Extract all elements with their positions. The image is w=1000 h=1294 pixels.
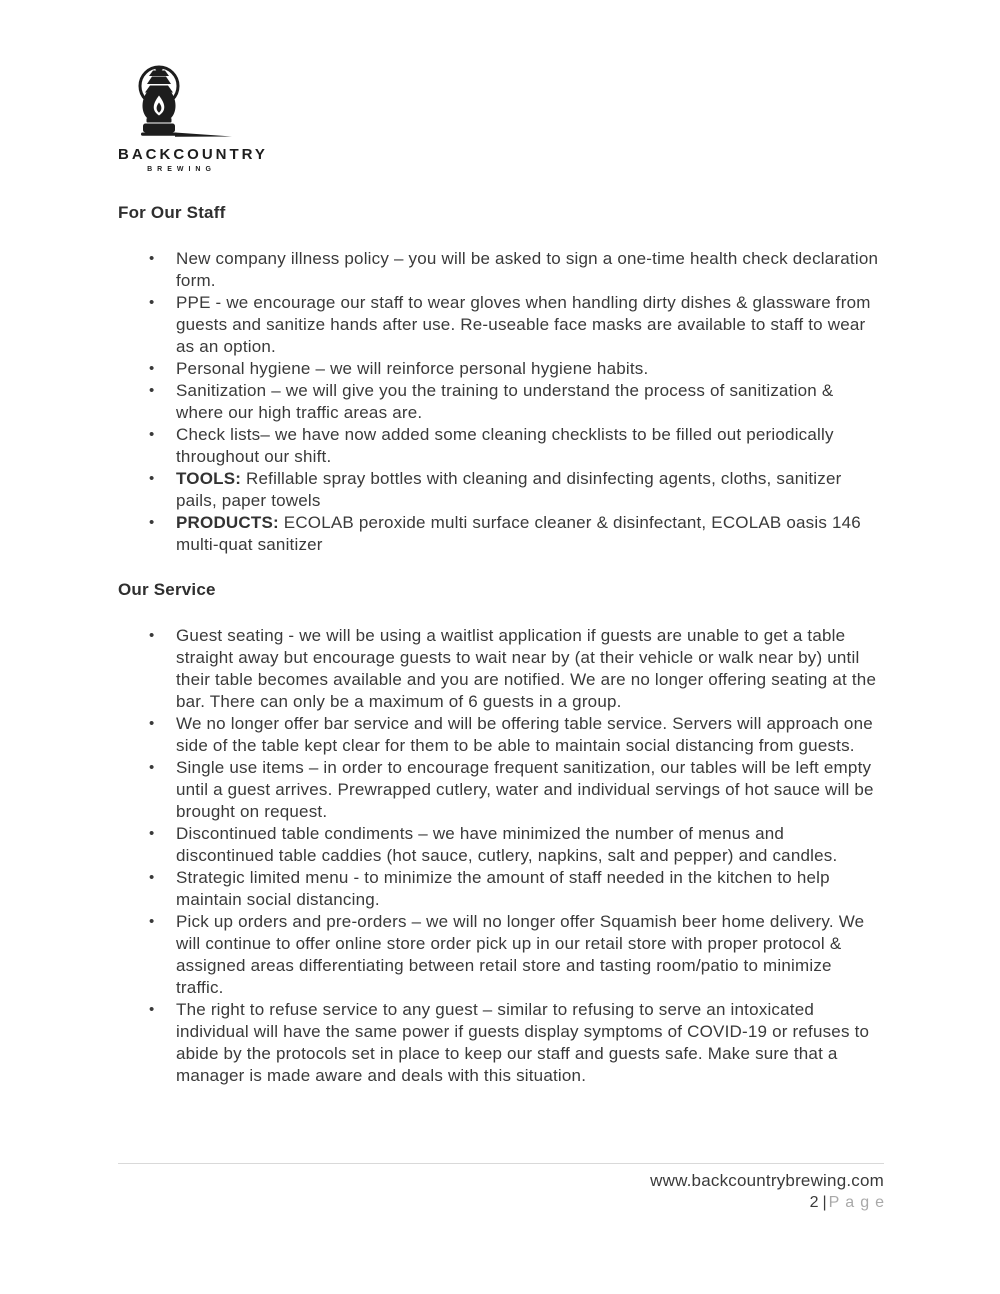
logo-brand-text: BACKCOUNTRY xyxy=(118,146,268,163)
list-item xyxy=(118,248,884,292)
list-item xyxy=(118,713,884,757)
document-body xyxy=(118,202,884,1087)
logo-sub-text: BREWING xyxy=(147,166,216,173)
list-item xyxy=(118,468,884,512)
list-item-text: Single use items – in order to encourage frequent sanitization, our tables will be left empty until a guest arrives. Prewrapped cutlery, water and individual servings of hot sauce will be brought on request. xyxy=(176,758,874,821)
list-item xyxy=(118,424,884,468)
list-item xyxy=(118,999,884,1087)
list-item-lead: PRODUCTS: xyxy=(176,513,279,532)
page-footer xyxy=(118,1163,890,1212)
list-item-text: Discontinued table condiments – we have minimized the number of menus and discontinued table caddies (hot sauce, cutlery, napkins, salt and pepper) and candles. xyxy=(176,824,838,865)
service-list xyxy=(118,625,884,1087)
footer-divider xyxy=(118,1163,884,1164)
list-item xyxy=(118,512,884,556)
list-item-text: Pick up orders and pre-orders – we will no longer offer Squamish beer home delivery. We will continue to offer online store order pick up in our retail store with proper protocol & assigned areas differentiating between retail store and tasting room/patio to minimize traffic. xyxy=(176,912,865,997)
list-item-text: New company illness policy – you will be asked to sign a one-time health check declaration form. xyxy=(176,249,879,290)
list-item xyxy=(118,380,884,424)
page-number-value: 2 xyxy=(809,1194,819,1211)
section-heading-our-service: Our Service xyxy=(118,580,216,599)
page-word: Page xyxy=(828,1194,890,1211)
list-item xyxy=(118,292,884,358)
list-item xyxy=(118,823,884,867)
list-item-text: Check lists– we have now added some cleaning checklists to be filled out periodically throughout our shift. xyxy=(176,425,834,466)
page-number-separator: | xyxy=(822,1194,827,1211)
list-item-text: Sanitization – we will give you the training to understand the process of sanitization & where our high traffic areas are. xyxy=(176,381,834,422)
staff-list xyxy=(118,248,884,556)
list-item xyxy=(118,867,884,911)
logo xyxy=(118,62,268,173)
footer-page-number xyxy=(118,1194,890,1212)
list-item-text: Strategic limited menu - to minimize the amount of staff needed in the kitchen to help maintain social distancing. xyxy=(176,868,830,909)
list-item-text: The right to refuse service to any guest – similar to refusing to serve an intoxicated individual will have the same power if guests display symptoms of COVID-19 or refuses to abide by the protocols set in place to keep our staff and guests safe. Make sure that a manager is made aware and deals with this situation. xyxy=(176,1000,870,1085)
list-item-text: PPE - we encourage our staff to wear gloves when handling dirty dishes & glassware from guests and sanitize hands after use. Re-useable face masks are available to staff to wear as an option. xyxy=(176,293,871,356)
list-item-text: ECOLAB peroxide multi surface cleaner & disinfectant, ECOLAB oasis 146 multi-quat sanitizer xyxy=(176,513,861,554)
list-item-text: Refillable spray bottles with cleaning and disinfecting agents, cloths, sanitizer pails, paper towels xyxy=(176,469,842,510)
list-item-text: We no longer offer bar service and will be offering table service. Servers will approach one side of the table kept clear for them to be able to maintain social distancing from guests. xyxy=(176,714,873,755)
footer-website: www.backcountrybrewing.com xyxy=(650,1171,884,1190)
list-item xyxy=(118,911,884,999)
section-heading-for-our-staff: For Our Staff xyxy=(118,203,226,222)
list-item-text: Personal hygiene – we will reinforce personal hygiene habits. xyxy=(176,359,649,378)
list-item xyxy=(118,625,884,713)
list-item xyxy=(118,358,884,380)
lantern-logo-icon xyxy=(118,62,240,142)
list-item-text: Guest seating - we will be using a waitlist application if guests are unable to get a table straight away but encourage guests to wait near by (at their vehicle or walk near by) until their table becomes available and you are notified. We are no longer offering seating at the bar. There can only be a maximum of 6 guests in a group. xyxy=(176,626,877,711)
list-item xyxy=(118,757,884,823)
list-item-lead: TOOLS: xyxy=(176,469,242,488)
